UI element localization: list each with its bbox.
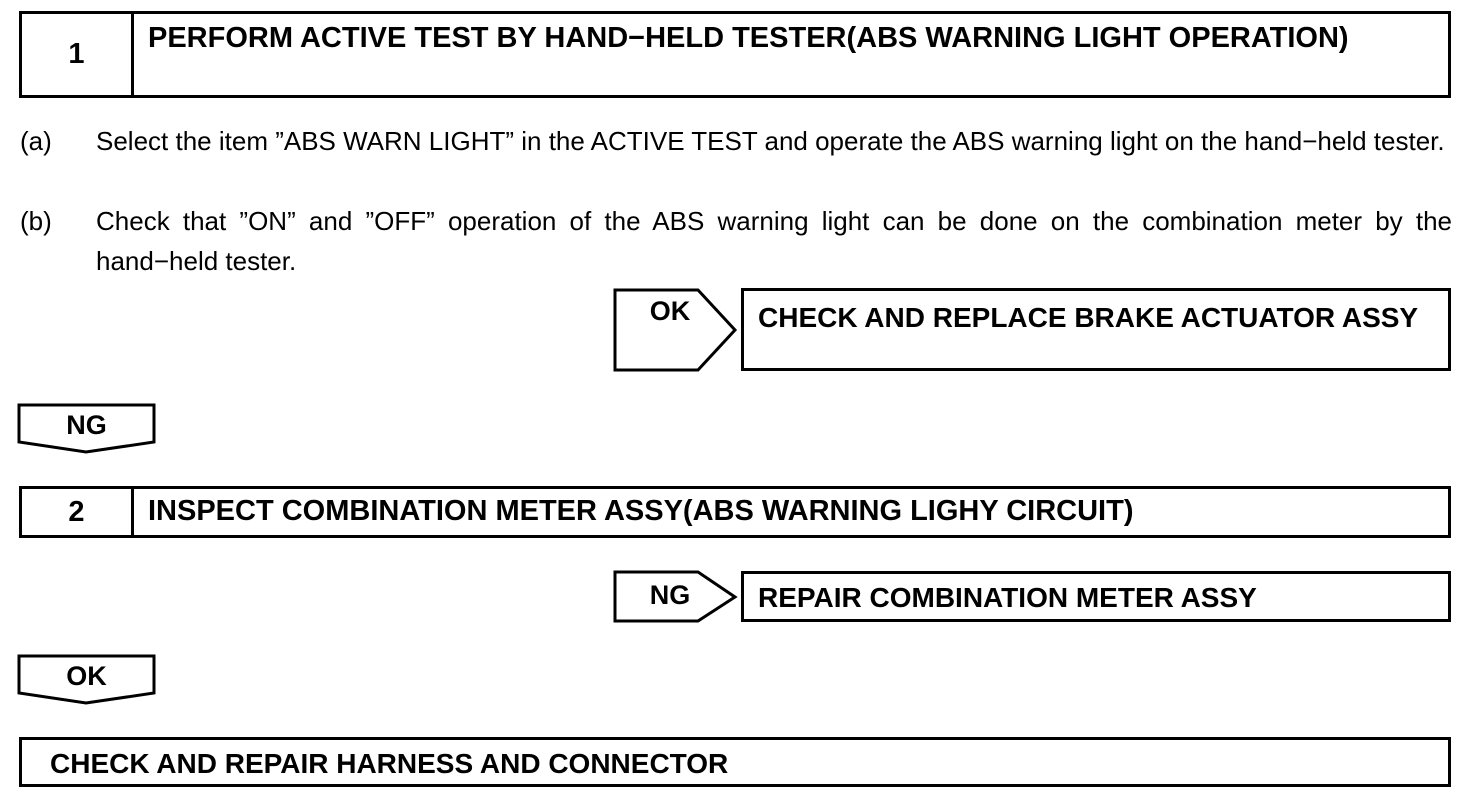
instruction-a-label: (a) — [20, 126, 52, 156]
step-2-ng-tag: NG — [649, 580, 691, 610]
final-result: CHECK AND REPAIR HARNESS AND CONNECTOR — [19, 737, 1451, 787]
step-2-number: 2 — [22, 489, 134, 535]
step-1-ok-result: CHECK AND REPLACE BRAKE ACTUATOR ASSY — [741, 288, 1451, 371]
instruction-b-text: Check that ”ON” and ”OFF” operation of the ABS warning light can be done on the combination meter by the hand−held tester. — [96, 206, 1452, 276]
step-1-ok-tag: OK — [649, 296, 691, 326]
step-1-number: 1 — [22, 14, 134, 95]
step-1-title: PERFORM ACTIVE TEST BY HAND−HELD TESTER(ABS WARNING LIGHT OPERATION) — [148, 22, 1349, 54]
instruction-a-text: Select the item ”ABS WARN LIGHT” in the ACTIVE TEST and operate the ABS warning light on the hand−held tester. — [96, 126, 1445, 156]
step-2-title: INSPECT COMBINATION METER ASSY(ABS WARNING LIGHY CIRCUIT) — [148, 495, 1134, 527]
instruction-b-label: (b) — [20, 206, 52, 236]
step-2-ok-tag: OK — [66, 661, 107, 691]
step-2-ng-result: REPAIR COMBINATION METER ASSY — [741, 571, 1451, 622]
step-1-ng-tag: NG — [66, 410, 107, 440]
